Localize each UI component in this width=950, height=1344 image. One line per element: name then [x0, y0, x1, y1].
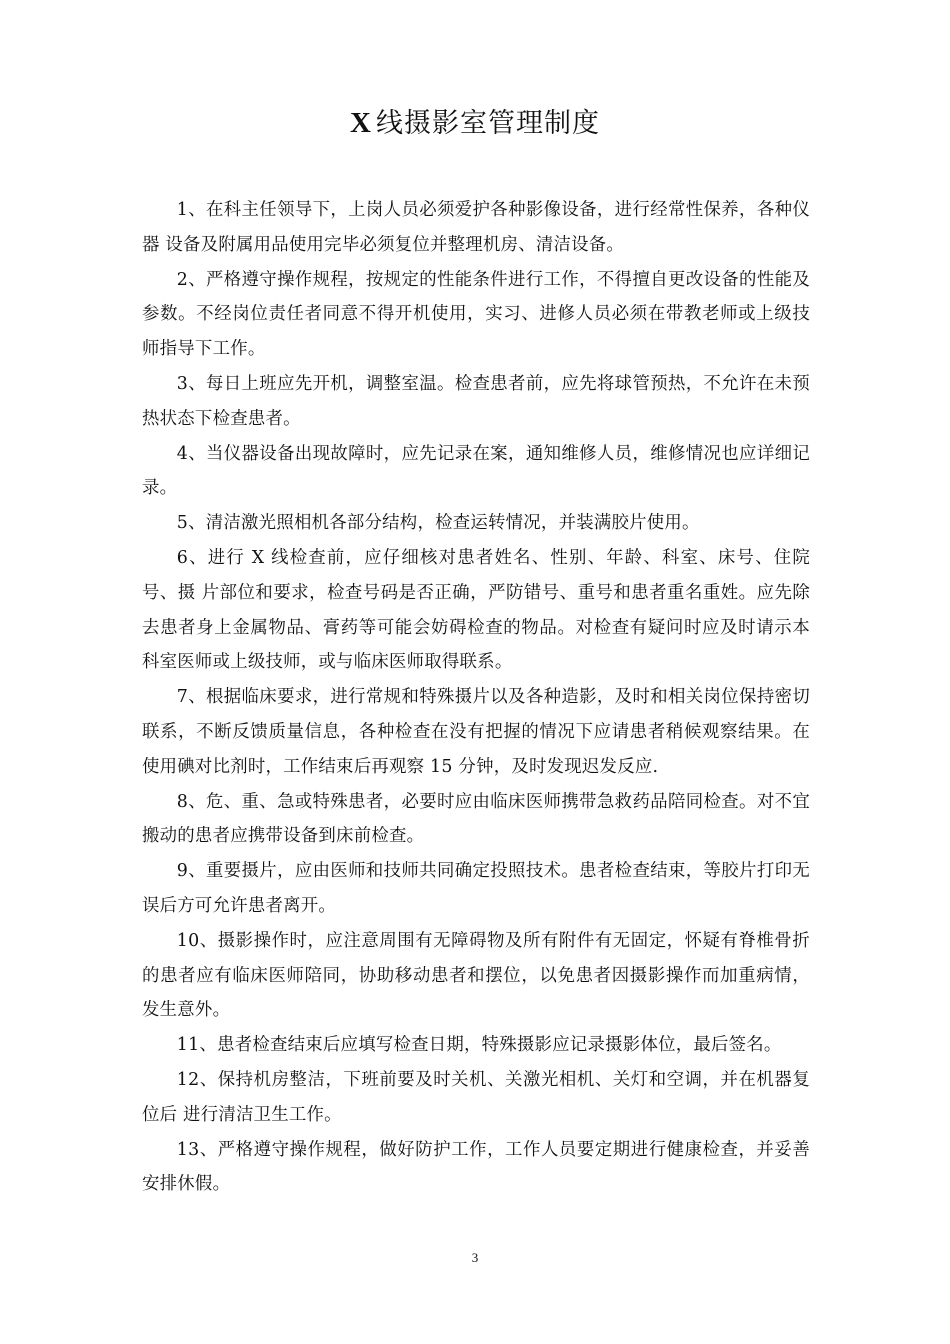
regulation-item-10: 10、摄影操作时，应注意周围有无障碍物及所有附件有无固定，怀疑有脊椎骨折的患者应有临床医师陪同，协助移动患者和摆位，以免患者因摄影操作而加重病情，发生意外。 — [142, 930, 810, 1021]
page-number: 3 — [471, 1250, 479, 1265]
regulation-item-9: 9、重要摄片，应由医师和技师共同确定投照技术。患者检查结束，等胶片打印无误后方可允许患者离开。 — [142, 861, 810, 916]
regulation-item-12: 12、保持机房整洁，下班前要及时关机、关激光相机、关灯和空调，并在机器复位后 进行清洁卫生工作。 — [142, 1069, 810, 1125]
regulation-item-6: 6、进行 X 线检查前，应仔细核对患者姓名、性别、年龄、科室、床号、住院号、摄 片部位和要求，检查号码是否正确，严防错号、重号和患者重名重姓。应先除去患者身上金属物品、膏药等可能会妨碍检查的物品。对检查有疑问时应及时请示本科室医师或上级技师，或与临床医师取得联系。 — [142, 547, 810, 673]
regulation-item-2: 2、严格遵守操作规程，按规定的性能条件进行工作，不得擅自更改设备的性能及参数。不经岗位责任者同意不得开机使用，实习、进修人员必须在带教老师或上级技师指导下工作。 — [142, 269, 810, 360]
regulation-item-8: 8、危、重、急或特殊患者，必要时应由临床医师携带急救药品陪同检查。对不宜搬动的患者应携带设备到床前检查。 — [142, 791, 810, 847]
regulation-body — [142, 193, 810, 1202]
regulation-item-4: 4、当仪器设备出现故障时，应先记录在案，通知维修人员，维修情况也应详细记录。 — [142, 443, 810, 499]
regulation-item-7: 7、根据临床要求，进行常规和特殊摄片以及各种造影，及时和相关岗位保持密切联系，不断反馈质量信息，各种检查在没有把握的情况下应请患者稍候观察结果。在使用碘对比剂时，工作结束后再观察 15 分钟，及时发现迟发反应. — [142, 687, 810, 777]
regulation-item-11: 11、患者检查结束后应填写检查日期，特殊摄影应记录摄影体位，最后签名。 — [176, 1035, 782, 1056]
regulation-item-13: 13、严格遵守操作规程，做好防护工作，工作人员要定期进行健康检查，并妥善安排休假。 — [142, 1139, 810, 1195]
page-title — [0, 103, 950, 144]
page-title-prefix: X — [350, 107, 372, 139]
regulation-item-5: 5、清洁激光照相机各部分结构，检查运转情况，并装满胶片使用。 — [176, 513, 700, 534]
regulation-item-1: 1、在科主任领导下，上岗人员必须爱护各种影像设备，进行经常性保养，各种仪器 设备及附属用品使用完毕必须复位并整理机房、清洁设备。 — [142, 200, 810, 255]
regulation-item-3: 3、每日上班应先开机，调整室温。检查患者前，应先将球管预热，不允许在未预热状态下检查患者。 — [142, 373, 810, 429]
page-title-main: 线摄影室管理制度 — [375, 108, 600, 139]
